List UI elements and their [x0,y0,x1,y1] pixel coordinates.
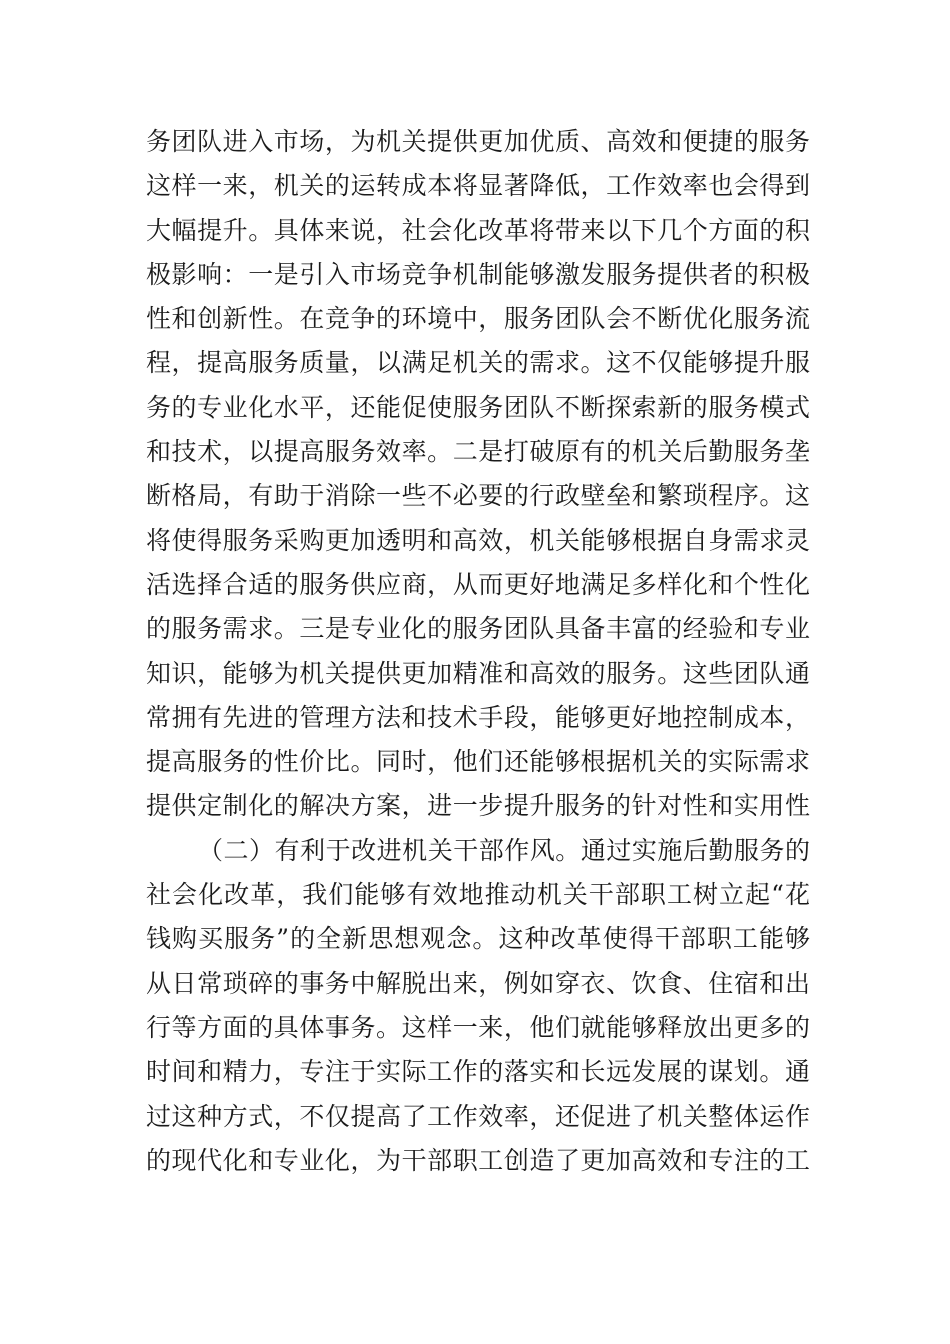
text-line: 大幅提升。具体来说，社会化改革将带来以下几个方面的积 [146,215,810,245]
text-line: 过这种方式，不仅提高了工作效率，还促进了机关整体运作 [146,1101,810,1131]
text-line: 极影响：一是引入市场竞争机制能够激发服务提供者的积极 [146,259,810,289]
text-line: 和技术，以提高服务效率。二是打破原有的机关后勤服务垄 [146,437,810,467]
text-line: 性和创新性。在竞争的环境中，服务团队会不断优化服务流 [146,304,810,334]
text-line: 务的专业化水平，还能促使服务团队不断探索新的服务模式 [146,392,810,422]
section-heading-line: （二）有利于改进机关干部作风。通过实施后勤服务的 [198,835,810,865]
text-line: 将使得服务采购更加透明和高效，机关能够根据自身需求灵 [146,525,810,555]
text-line: 提高服务的性价比。同时，他们还能够根据机关的实际需求 [146,747,810,777]
text-line: 提供定制化的解决方案，进一步提升服务的针对性和实用性 [146,791,810,821]
text-line: 时间和精力，专注于实际工作的落实和长远发展的谋划。通 [146,1057,810,1087]
text-line: 的服务需求。三是专业化的服务团队具备丰富的经验和专业 [146,614,810,644]
text-line: 常拥有先进的管理方法和技术手段，能够更好地控制成本， [146,702,810,732]
text-line: 从日常琐碎的事务中解脱出来，例如穿衣、饮食、住宿和出 [146,968,810,998]
text-line: 断格局，有助于消除一些不必要的行政壁垒和繁琐程序。这 [146,481,810,511]
text-line: 钱购买服务”的全新思想观念。这种改革使得干部职工能够 [146,924,810,954]
text-line: 程，提高服务质量，以满足机关的需求。这不仅能够提升服 [146,348,810,378]
text-line: 行等方面的具体事务。这样一来，他们就能够释放出更多的 [146,1012,810,1042]
text-line: 这样一来，机关的运转成本将显著降低，工作效率也会得到 [146,171,810,201]
text-line: 社会化改革，我们能够有效地推动机关干部职工树立起“花 [146,880,810,910]
body-text [146,120,810,1183]
text-line: 务团队进入市场，为机关提供更加优质、高效和便捷的服务 [146,127,810,156]
text-line: 活选择合适的服务供应商，从而更好地满足多样化和个性化 [146,569,810,599]
text-line: 知识，能够为机关提供更加精准和高效的服务。这些团队通 [146,658,810,688]
text-line: 的现代化和专业化，为干部职工创造了更加高效和专注的工 [146,1145,810,1175]
